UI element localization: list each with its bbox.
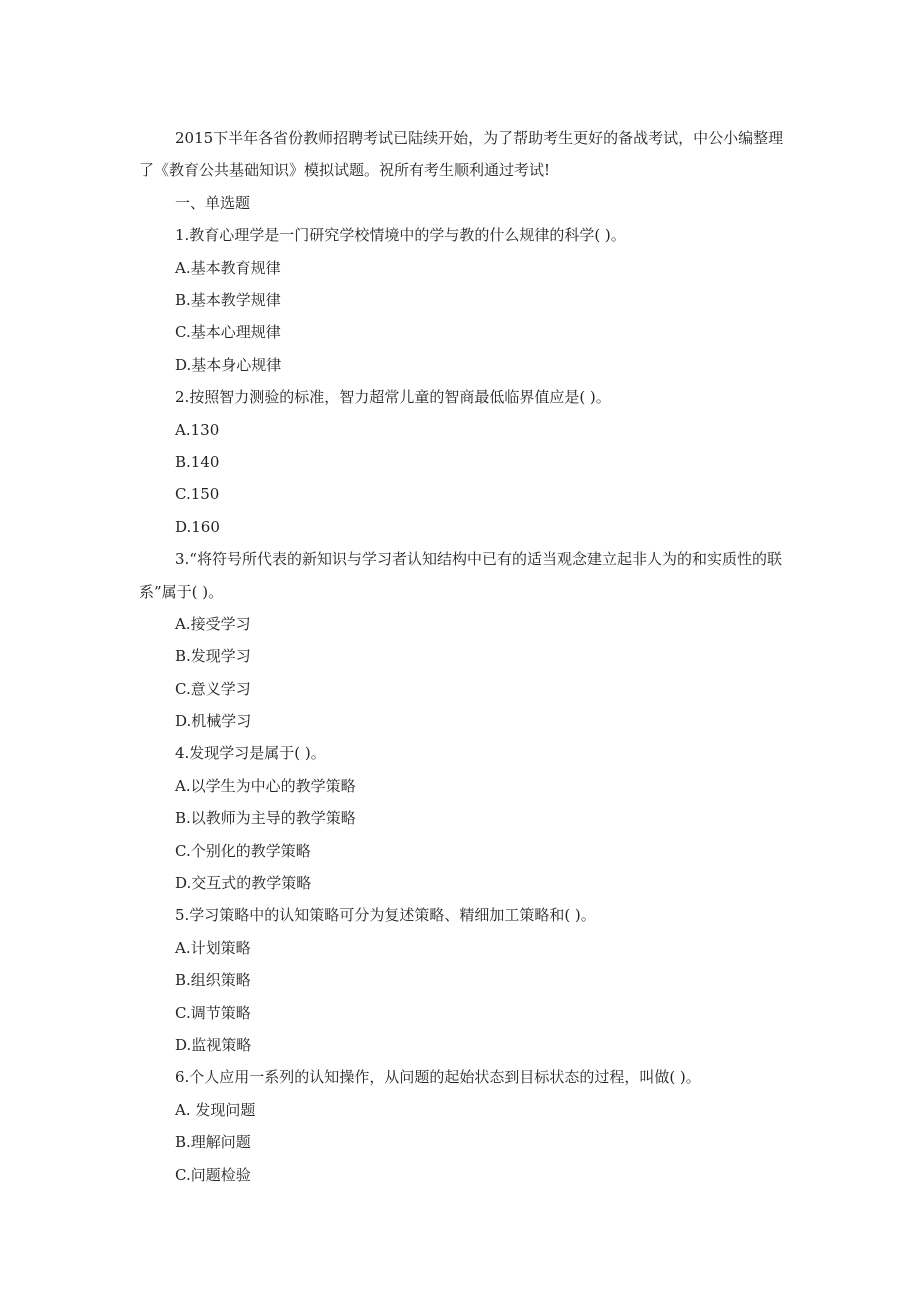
- question-option: C.个别化的教学策略: [175, 841, 311, 860]
- question-stem: 2.按照智力测验的标准，智力超常儿童的智商最低临界值应是( )。: [175, 388, 611, 407]
- question-option: D.机械学习: [175, 712, 252, 731]
- question-option: B.以教师为主导的教学策略: [175, 809, 356, 828]
- question-option: D.监视策略: [175, 1036, 252, 1054]
- question-stem: 5.学习策略中的认知策略可分为复述策略、精细加工策略和( )。: [175, 906, 596, 925]
- question-option: B.理解问题: [175, 1133, 251, 1152]
- question-option: A.接受学习: [175, 614, 251, 633]
- question-option: A.基本教育规律: [175, 258, 281, 277]
- question-option: C.150: [175, 485, 220, 504]
- question-option: D.交互式的教学策略: [175, 874, 312, 893]
- question-stem: 6.个人应用一系列的认知操作，从问题的起始状态到目标状态的过程，叫做( )。: [175, 1068, 701, 1087]
- question-option: B.140: [175, 452, 220, 471]
- question-option: C.问题检验: [175, 1165, 251, 1184]
- intro-paragraph: 2015下半年各省份教师招聘考试已陆续开始，为了帮助考生更好的备战考试，中公小编整理了《教育公共基础知识》模拟试题。祝所有考生顺利通过考试!: [139, 129, 784, 180]
- question-option: D.160: [175, 517, 220, 536]
- question-option: D.基本身心规律: [175, 355, 282, 374]
- question-stem: 3.“将符号所代表的新知识与学习者认知结构中已有的适当观念建立起非人为的和实质性的联系”属于( )。: [139, 550, 782, 601]
- document-body: [139, 122, 784, 1191]
- question-option: C.调节策略: [175, 1003, 251, 1022]
- section-title: 一、单选题: [175, 193, 251, 212]
- question-option: B.组织策略: [175, 971, 251, 990]
- question-option: B.基本教学规律: [175, 290, 281, 309]
- question-option: C.基本心理规律: [175, 323, 281, 342]
- question-option: B.发现学习: [175, 647, 251, 666]
- question-stem: 4.发现学习是属于( )。: [175, 744, 326, 763]
- question-option: A.130: [175, 420, 220, 439]
- question-option: A.以学生为中心的教学策略: [175, 776, 356, 795]
- question-option: A. 发现问题: [175, 1100, 256, 1119]
- question-option: A.计划策略: [175, 938, 251, 957]
- question-stem: 1.教育心理学是一门研究学校情境中的学与教的什么规律的科学( )。: [175, 226, 626, 245]
- question-option: C.意义学习: [175, 679, 251, 698]
